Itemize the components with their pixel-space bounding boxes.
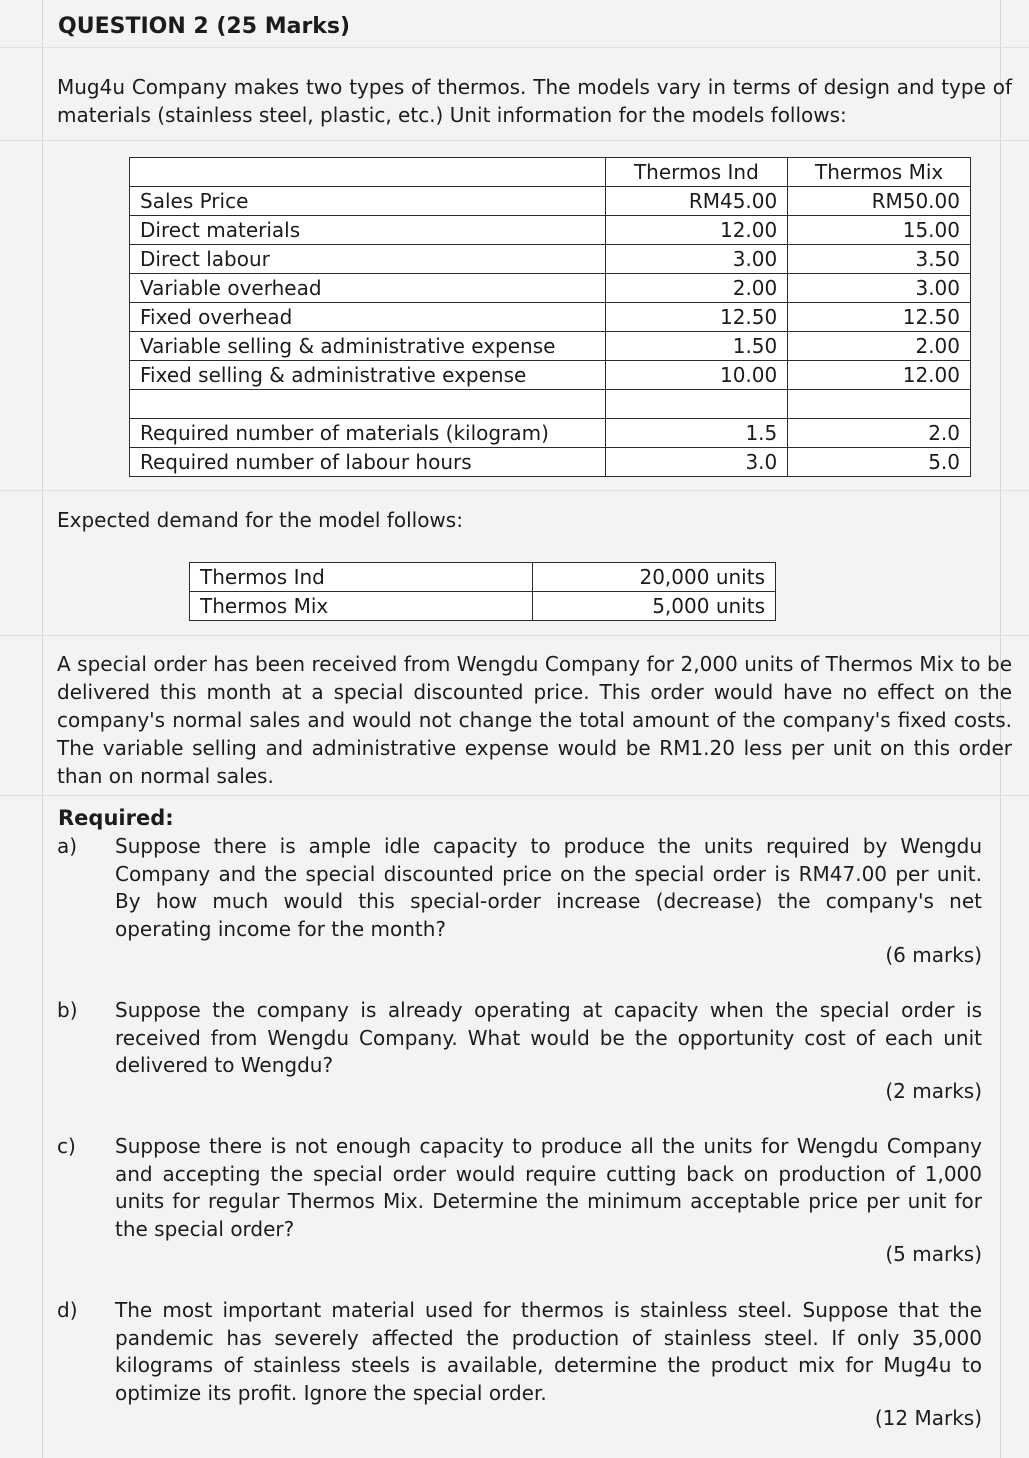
- table-row: [130, 361, 971, 390]
- table-header-cell: [130, 158, 606, 187]
- table-row: [190, 592, 776, 621]
- question-text: The most important material used for thermos is stainless steel. Suppose that the pandemic has severely affected the production of stainless steel. If only 35,000 kilograms of stainless steels is available, determine the product mix for Mug4u to optimize its profit. Ignore the special order.: [115, 1298, 982, 1405]
- question-a: [57, 833, 982, 943]
- table-row: [130, 245, 971, 274]
- question-label: a): [57, 834, 78, 858]
- table-header-cell: Thermos Mix: [788, 158, 971, 187]
- table-row: [130, 419, 971, 448]
- thermos-mix-value: 3.50: [788, 245, 971, 274]
- thermos-ind-value: 3.00: [605, 245, 788, 274]
- marks-label: (5 marks): [885, 1242, 982, 1266]
- table-header-row: [130, 158, 971, 187]
- thermos-ind-value: 12.00: [605, 216, 788, 245]
- demand-units: 5,000 units: [533, 592, 776, 621]
- thermos-mix-value: 15.00: [788, 216, 971, 245]
- question-label: d): [57, 1298, 78, 1322]
- table-row-empty: [130, 390, 971, 419]
- table-row: [130, 187, 971, 216]
- question-text: Suppose the company is already operating at capacity when the special order is received from Wengdu Company. What would be the opportunity cost of each unit delivered to Wengdu?: [115, 998, 982, 1077]
- marks-label: (2 marks): [885, 1079, 982, 1103]
- question-text: Suppose there is ample idle capacity to produce the units required by Wengdu Company and the special discounted price on the special order is RM47.00 per unit. By how much would this special-order increase (decrease) the company's net operating income for the month?: [115, 834, 982, 941]
- thermos-mix-value: [788, 390, 971, 419]
- thermos-mix-value: 12.00: [788, 361, 971, 390]
- thermos-mix-value: 12.50: [788, 303, 971, 332]
- question-label: c): [57, 1134, 76, 1158]
- special-order-paragraph: A special order has been received from Wengdu Company for 2,000 units of Thermos Mix to be delivered this month at a special discounted price. This order would have no effect on the company's normal sales and would not change the total amount of the company's fixed costs. The variable selling and administrative expense would be RM1.20 less per unit on this order than on normal sales.: [57, 652, 1012, 788]
- question-text: Suppose there is not enough capacity to produce all the units for Wengdu Company and accepting the special order would require cutting back on production of 1,000 units for regular Thermos Mix. Determine the minimum acceptable price per unit for the special order?: [115, 1134, 982, 1241]
- unit-information-table: [129, 157, 971, 477]
- intro-paragraph: Mug4u Company makes two types of thermos. The models vary in terms of design and type of materials (stainless steel, plastic, etc.) Unit information for the models follows:: [57, 75, 1012, 127]
- thermos-ind-value: 1.5: [605, 419, 788, 448]
- row-label: Direct materials: [130, 216, 606, 245]
- table-row: [130, 274, 971, 303]
- row-label: Required number of materials (kilogram): [130, 419, 606, 448]
- thermos-ind-value: 1.50: [605, 332, 788, 361]
- thermos-mix-value: 5.0: [788, 448, 971, 477]
- table-row: [130, 332, 971, 361]
- row-label: Fixed overhead: [130, 303, 606, 332]
- required-heading: Required:: [58, 806, 174, 830]
- expected-demand-table: [189, 562, 776, 621]
- row-label: Fixed selling & administrative expense: [130, 361, 606, 390]
- table-row: [130, 303, 971, 332]
- thermos-mix-value: 3.00: [788, 274, 971, 303]
- thermos-mix-value: RM50.00: [788, 187, 971, 216]
- thermos-ind-value: 2.00: [605, 274, 788, 303]
- question-title: QUESTION 2 (25 Marks): [58, 14, 351, 39]
- table-row: [190, 563, 776, 592]
- row-label: Variable selling & administrative expense: [130, 332, 606, 361]
- demand-units: 20,000 units: [533, 563, 776, 592]
- model-name: Thermos Mix: [190, 592, 533, 621]
- thermos-ind-value: 3.0: [605, 448, 788, 477]
- table-row: [130, 216, 971, 245]
- demand-intro: Expected demand for the model follows:: [57, 508, 463, 532]
- thermos-ind-value: 10.00: [605, 361, 788, 390]
- thermos-ind-value: [605, 390, 788, 419]
- question-label: b): [57, 998, 78, 1022]
- question-c: [57, 1133, 982, 1243]
- question-d: [57, 1297, 982, 1407]
- marks-label: (6 marks): [885, 943, 982, 967]
- model-name: Thermos Ind: [190, 563, 533, 592]
- row-label: Direct labour: [130, 245, 606, 274]
- table-header-cell: Thermos Ind: [605, 158, 788, 187]
- thermos-ind-value: 12.50: [605, 303, 788, 332]
- question-b: [57, 997, 982, 1080]
- row-label: Required number of labour hours: [130, 448, 606, 477]
- table-row: [130, 448, 971, 477]
- row-label: Sales Price: [130, 187, 606, 216]
- marks-label: (12 Marks): [874, 1406, 982, 1430]
- row-label: Variable overhead: [130, 274, 606, 303]
- thermos-ind-value: RM45.00: [605, 187, 788, 216]
- thermos-mix-value: 2.00: [788, 332, 971, 361]
- thermos-mix-value: 2.0: [788, 419, 971, 448]
- row-label: [130, 390, 606, 419]
